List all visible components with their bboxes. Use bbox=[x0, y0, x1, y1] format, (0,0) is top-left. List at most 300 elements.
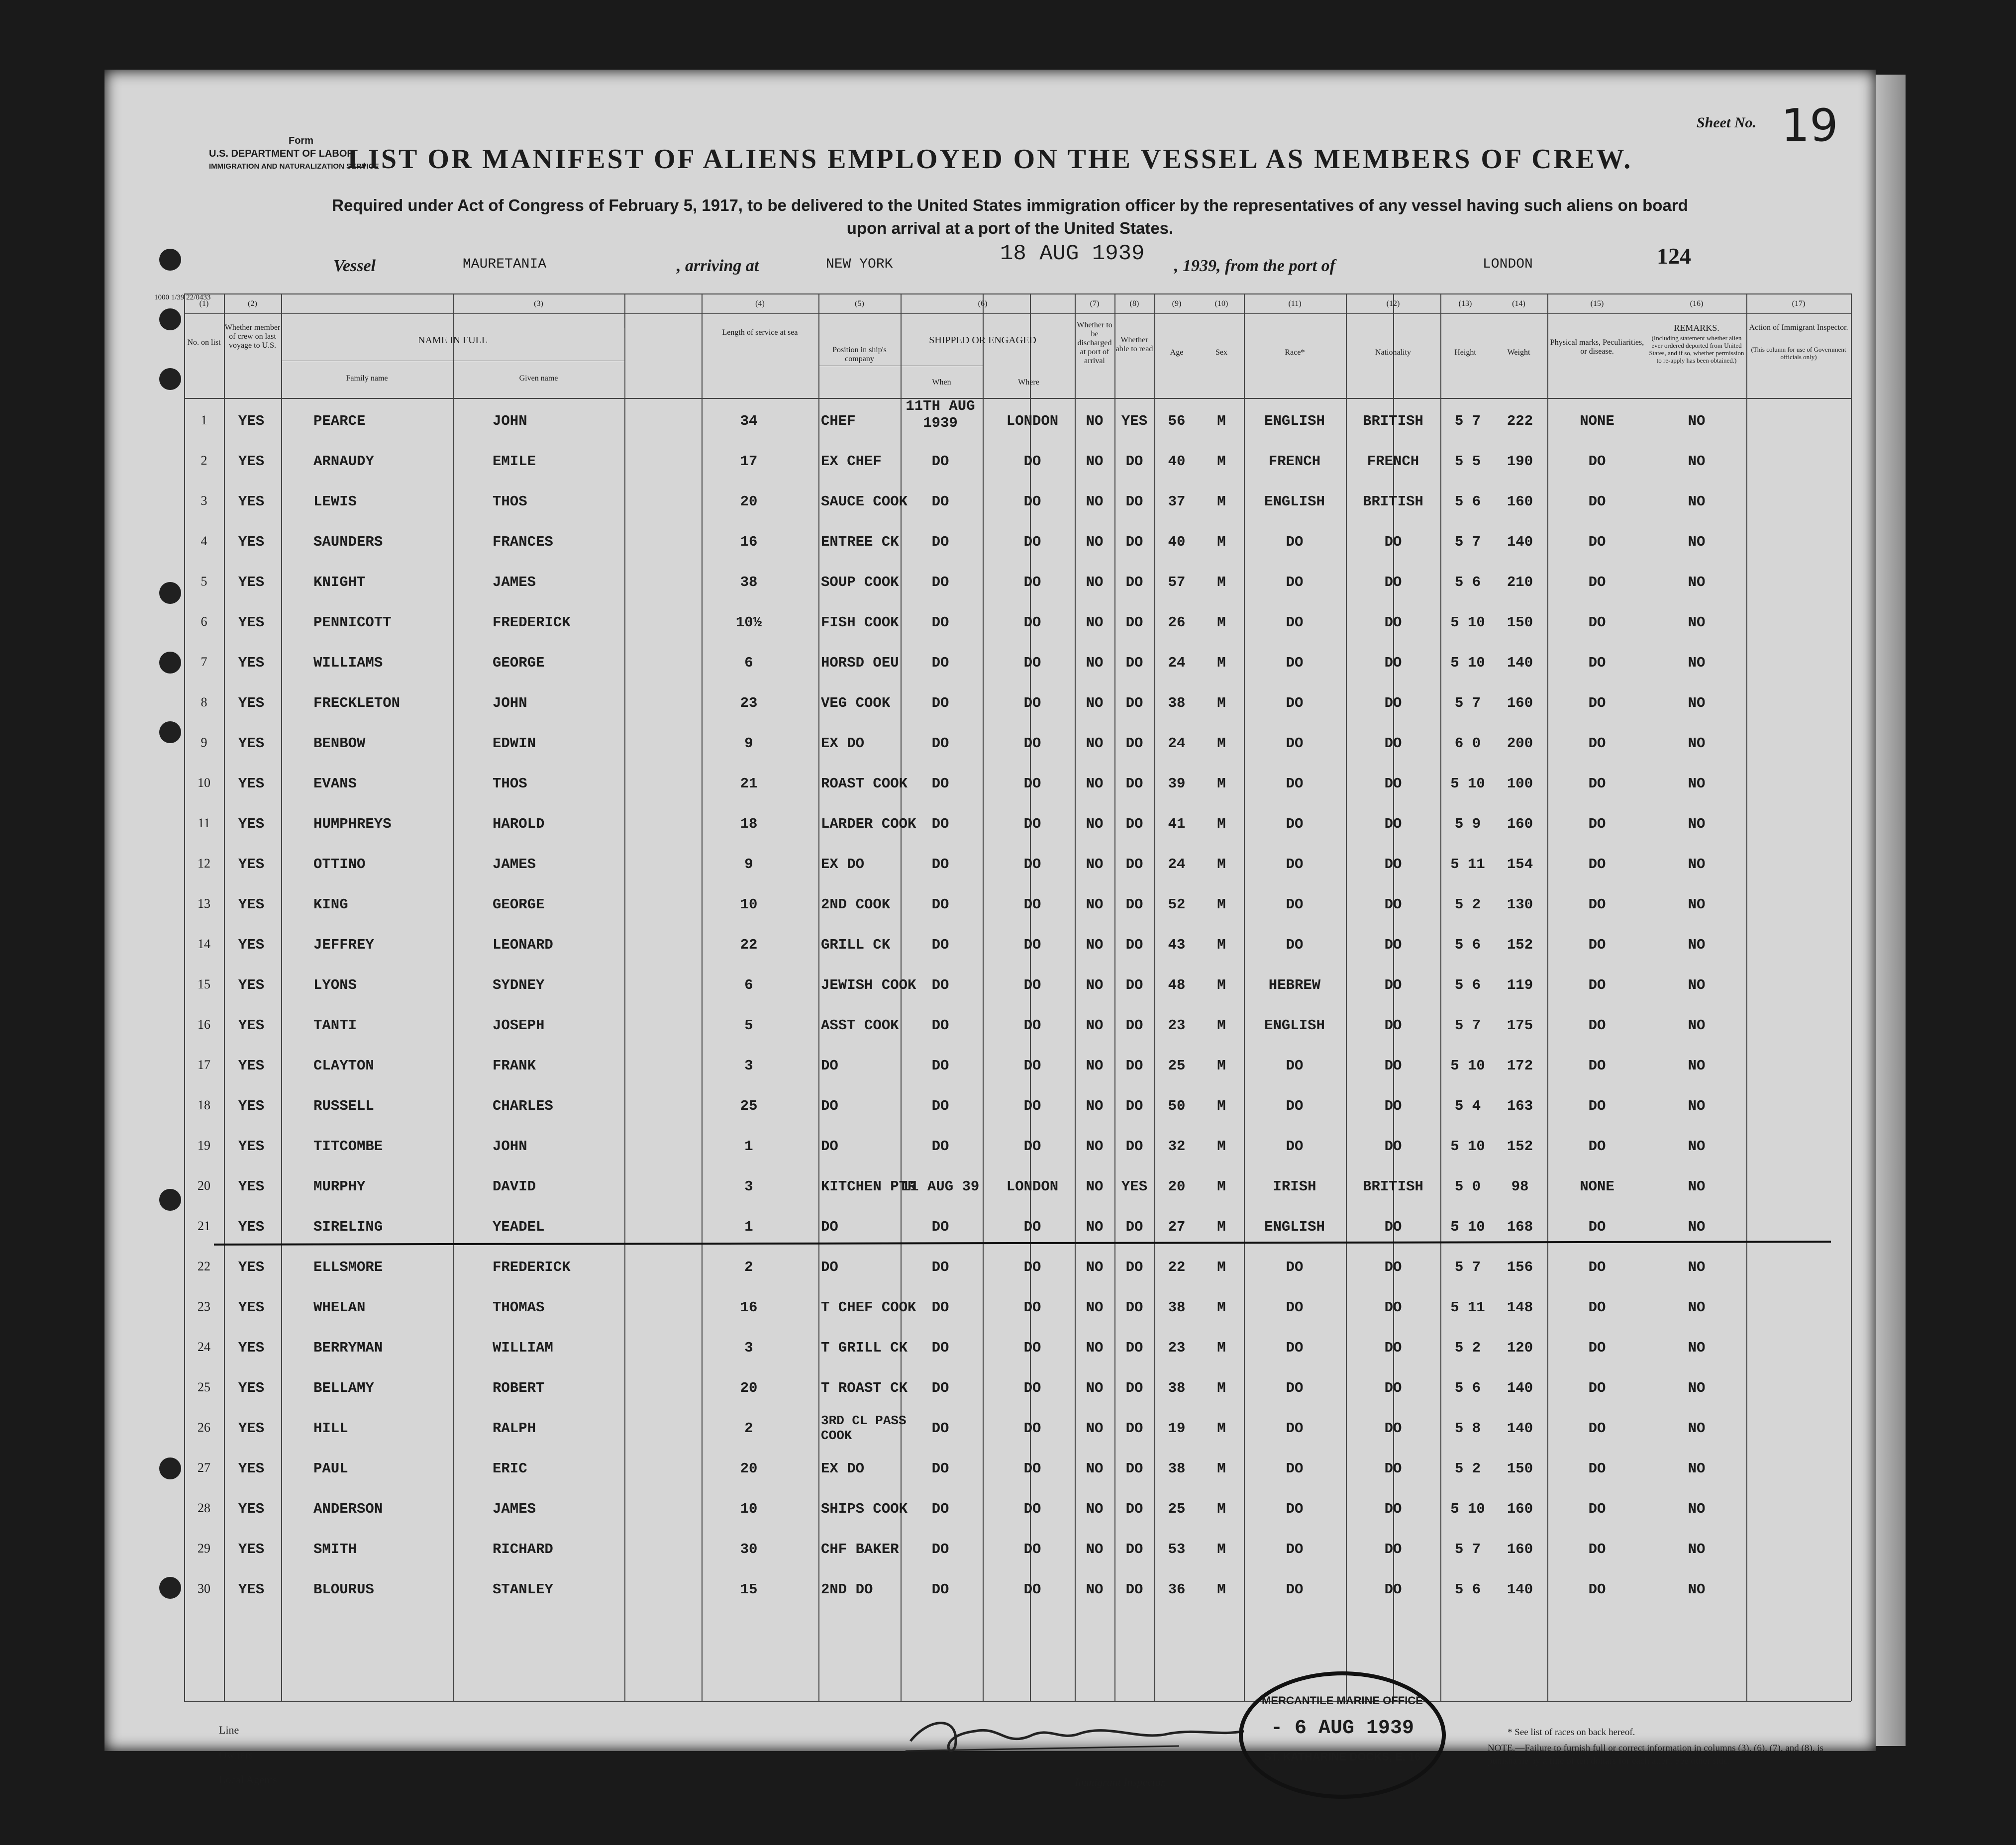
cell-service-years: 16 bbox=[740, 1299, 758, 1316]
cell-able-to-read: DO bbox=[1125, 776, 1143, 792]
cell-row-number: 13 bbox=[198, 896, 210, 911]
cell-family-name: SMITH bbox=[313, 1541, 357, 1557]
cell-shipped-where: DO bbox=[1023, 534, 1041, 550]
cell-previous-voyage: YES bbox=[238, 655, 265, 671]
cell-remarks: NO bbox=[1688, 1058, 1706, 1074]
cell-height: 5 6 bbox=[1454, 937, 1481, 953]
cell-previous-voyage: YES bbox=[238, 816, 265, 832]
column-number: (7) bbox=[1090, 299, 1100, 308]
table-row bbox=[104, 1058, 1876, 1097]
cell-remarks: NO bbox=[1688, 1541, 1706, 1557]
cell-remarks: NO bbox=[1688, 816, 1706, 832]
cell-race: DO bbox=[1286, 1259, 1304, 1275]
cell-family-name: CLAYTON bbox=[313, 1058, 374, 1074]
cell-able-to-read: DO bbox=[1125, 1581, 1143, 1598]
cell-discharged: NO bbox=[1086, 1219, 1104, 1235]
cell-shipped-where: DO bbox=[1023, 1501, 1041, 1517]
footer-note: NOTE.—Failure to furnish full or correct information in columns (3), (6), (7), and (8), is punishable by a fine of ten dollars for each alien. See other side. bbox=[1488, 1743, 1823, 1766]
cell-row-number: 10 bbox=[198, 776, 210, 790]
cell-weight: 98 bbox=[1511, 1178, 1529, 1195]
cell-physical-marks: DO bbox=[1588, 534, 1606, 550]
cell-age: 41 bbox=[1168, 816, 1186, 832]
cell-sex: M bbox=[1217, 1098, 1226, 1114]
cell-weight: 160 bbox=[1507, 816, 1533, 832]
cell-race: IRISH bbox=[1273, 1178, 1316, 1195]
cell-previous-voyage: YES bbox=[238, 453, 265, 470]
cell-race: DO bbox=[1286, 856, 1304, 873]
cell-service-years: 23 bbox=[740, 695, 758, 711]
cell-remarks: NO bbox=[1688, 1219, 1706, 1235]
table-row bbox=[104, 614, 1876, 654]
cell-service-years: 34 bbox=[740, 413, 758, 429]
cell-service-years: 10½ bbox=[735, 614, 762, 631]
cell-service-years: 6 bbox=[744, 977, 753, 993]
cell-able-to-read: DO bbox=[1125, 735, 1143, 752]
cell-family-name: WHELAN bbox=[313, 1299, 366, 1316]
cell-sex: M bbox=[1217, 1058, 1226, 1074]
cell-able-to-read: DO bbox=[1125, 574, 1143, 590]
cell-row-number: 23 bbox=[198, 1299, 210, 1314]
table-row bbox=[104, 534, 1876, 574]
cell-previous-voyage: YES bbox=[238, 574, 265, 590]
cell-nationality: DO bbox=[1384, 1541, 1402, 1557]
cell-able-to-read: YES bbox=[1121, 413, 1148, 429]
cell-shipped-where: DO bbox=[1023, 695, 1041, 711]
column-number: (12) bbox=[1386, 299, 1400, 308]
cell-race: DO bbox=[1286, 1098, 1304, 1114]
cell-previous-voyage: YES bbox=[238, 1259, 265, 1275]
cell-age: 26 bbox=[1168, 614, 1186, 631]
cell-shipped-where: DO bbox=[1023, 856, 1041, 873]
cell-shipped-where: DO bbox=[1023, 1380, 1041, 1396]
column-header-sex: Sex bbox=[1215, 348, 1227, 357]
cell-age: 39 bbox=[1168, 776, 1186, 792]
cell-position: EX DO bbox=[821, 856, 865, 873]
cell-race: DO bbox=[1286, 896, 1304, 913]
cell-age: 52 bbox=[1168, 896, 1186, 913]
cell-height: 5 7 bbox=[1454, 695, 1481, 711]
cell-discharged: NO bbox=[1086, 1420, 1104, 1437]
cell-family-name: BENBOW bbox=[313, 735, 366, 752]
cell-remarks: NO bbox=[1688, 1259, 1706, 1275]
cell-sex: M bbox=[1217, 614, 1226, 631]
cell-family-name: RUSSELL bbox=[313, 1098, 374, 1114]
cell-previous-voyage: YES bbox=[238, 614, 265, 631]
arrival-date-stamp: 18 AUG 1939 bbox=[1000, 241, 1145, 266]
cell-age: 43 bbox=[1168, 937, 1186, 953]
cell-shipped-when: DO bbox=[931, 1017, 949, 1034]
cell-nationality: DO bbox=[1384, 1219, 1402, 1235]
cell-remarks: NO bbox=[1688, 695, 1706, 711]
cell-race: HEBREW bbox=[1268, 977, 1321, 993]
cell-family-name: BERRYMAN bbox=[313, 1340, 383, 1356]
table-row bbox=[104, 453, 1876, 493]
cell-weight: 210 bbox=[1507, 574, 1533, 590]
cell-physical-marks: DO bbox=[1588, 896, 1606, 913]
cell-previous-voyage: YES bbox=[238, 1058, 265, 1074]
table-row bbox=[104, 1178, 1876, 1218]
cell-given-name: GEORGE bbox=[493, 896, 545, 913]
table-bottom-rule bbox=[184, 1701, 1851, 1702]
cell-position: EX DO bbox=[821, 735, 865, 752]
column-number: (1) bbox=[199, 299, 209, 308]
cell-discharged: NO bbox=[1086, 695, 1104, 711]
cell-physical-marks: DO bbox=[1588, 1138, 1606, 1155]
cell-sex: M bbox=[1217, 1299, 1226, 1316]
cell-given-name: FREDERICK bbox=[493, 614, 571, 631]
footer-agents-label: Local Agents bbox=[219, 1773, 277, 1786]
cell-race: DO bbox=[1286, 1299, 1304, 1316]
cell-height: 5 8 bbox=[1454, 1420, 1481, 1437]
cell-position: 3RD CL PASS COOK bbox=[821, 1413, 907, 1443]
cell-race: DO bbox=[1286, 1541, 1304, 1557]
cell-discharged: NO bbox=[1086, 574, 1104, 590]
column-header-shipped: SHIPPED OR ENGAGED bbox=[929, 335, 1036, 346]
cell-able-to-read: DO bbox=[1125, 1501, 1143, 1517]
cell-nationality: FRENCH bbox=[1367, 453, 1419, 470]
cell-previous-voyage: YES bbox=[238, 1541, 265, 1557]
cell-sex: M bbox=[1217, 977, 1226, 993]
cell-discharged: NO bbox=[1086, 453, 1104, 470]
cell-physical-marks: DO bbox=[1588, 453, 1606, 470]
table-row bbox=[104, 1581, 1876, 1621]
column-number: (5) bbox=[855, 299, 864, 308]
cell-row-number: 28 bbox=[198, 1501, 210, 1515]
cell-nationality: DO bbox=[1384, 1138, 1402, 1155]
cell-shipped-when: 11TH AUG 1939 bbox=[906, 398, 975, 431]
cell-able-to-read: DO bbox=[1125, 896, 1143, 913]
cell-previous-voyage: YES bbox=[238, 1178, 265, 1195]
cell-age: 24 bbox=[1168, 856, 1186, 873]
cell-position: ASST COOK bbox=[821, 1017, 899, 1034]
cell-shipped-when: DO bbox=[931, 1219, 949, 1235]
cell-remarks: NO bbox=[1688, 655, 1706, 671]
cell-remarks: NO bbox=[1688, 1098, 1706, 1114]
cell-family-name: PAUL bbox=[313, 1460, 348, 1477]
cell-nationality: DO bbox=[1384, 1420, 1402, 1437]
cell-discharged: NO bbox=[1086, 655, 1104, 671]
cell-age: 40 bbox=[1168, 453, 1186, 470]
cell-shipped-where: DO bbox=[1023, 937, 1041, 953]
cell-shipped-when: DO bbox=[931, 856, 949, 873]
column-number: (13) bbox=[1458, 299, 1472, 308]
cell-height: 5 7 bbox=[1454, 413, 1481, 429]
cell-row-number: 7 bbox=[201, 655, 207, 669]
cell-discharged: NO bbox=[1086, 1460, 1104, 1477]
cell-row-number: 8 bbox=[201, 695, 207, 709]
column-number: (3) bbox=[534, 299, 543, 308]
cell-position: FISH COOK bbox=[821, 614, 899, 631]
manifest-sheet bbox=[104, 70, 1876, 1788]
cell-position: T ROAST CK bbox=[821, 1380, 908, 1396]
cell-sex: M bbox=[1217, 735, 1226, 752]
cell-shipped-where: DO bbox=[1023, 896, 1041, 913]
cell-shipped-where: DO bbox=[1023, 614, 1041, 631]
cell-age: 38 bbox=[1168, 695, 1186, 711]
cell-remarks: NO bbox=[1688, 937, 1706, 953]
service-name: IMMIGRATION AND NATURALIZATION SERVICE bbox=[209, 162, 379, 171]
column-header-remarks: REMARKS. bbox=[1674, 323, 1719, 333]
cell-discharged: NO bbox=[1086, 937, 1104, 953]
cell-shipped-when: DO bbox=[931, 776, 949, 792]
cell-weight: 100 bbox=[1507, 776, 1533, 792]
cell-position: SAUCE COOK bbox=[821, 493, 908, 510]
column-header-height: Height bbox=[1454, 348, 1476, 357]
cell-given-name: FRANCES bbox=[493, 534, 553, 550]
cell-physical-marks: NONE bbox=[1580, 1178, 1614, 1195]
cell-race: ENGLISH bbox=[1264, 1219, 1325, 1235]
subcolumn-rule bbox=[624, 328, 626, 398]
cell-sex: M bbox=[1217, 1380, 1226, 1396]
cell-family-name: LYONS bbox=[313, 977, 357, 993]
cell-previous-voyage: YES bbox=[238, 977, 265, 993]
cell-physical-marks: DO bbox=[1588, 1340, 1606, 1356]
footer-race-note: * See list of races on back hereof. bbox=[1508, 1727, 1635, 1738]
column-header-no: No. on list bbox=[187, 338, 221, 347]
cell-nationality: DO bbox=[1384, 534, 1402, 550]
year-label: , 1939, from the port of bbox=[1174, 257, 1335, 275]
cell-row-number: 27 bbox=[198, 1460, 210, 1475]
cell-sex: M bbox=[1217, 816, 1226, 832]
cell-previous-voyage: YES bbox=[238, 1460, 265, 1477]
cell-discharged: NO bbox=[1086, 856, 1104, 873]
cell-previous-voyage: YES bbox=[238, 1380, 265, 1396]
cell-physical-marks: NONE bbox=[1580, 413, 1614, 429]
document-subtitle: Required under Act of Congress of February 5, 1917, to be delivered to the United States immigration officer by the representatives of any vessel having such aliens on board upon arrival at a port of the United States. bbox=[332, 196, 1688, 237]
cell-previous-voyage: YES bbox=[238, 1581, 265, 1598]
header-bottom-rule bbox=[184, 398, 1851, 399]
document-title: LIST OR MANIFEST OF ALIENS EMPLOYED ON THE VESSEL AS MEMBERS OF CREW. bbox=[347, 144, 1633, 175]
cell-sex: M bbox=[1217, 1581, 1226, 1598]
table-row bbox=[104, 1259, 1876, 1299]
cell-position: T CHEF COOK bbox=[821, 1299, 916, 1316]
cell-remarks: NO bbox=[1688, 1340, 1706, 1356]
cell-row-number: 24 bbox=[198, 1340, 210, 1354]
cell-weight: 152 bbox=[1507, 1138, 1533, 1155]
cell-sex: M bbox=[1217, 493, 1226, 510]
cell-height: 5 7 bbox=[1454, 1017, 1481, 1034]
cell-position: CHF BAKER bbox=[821, 1541, 899, 1557]
cell-age: 23 bbox=[1168, 1340, 1186, 1356]
cell-weight: 190 bbox=[1507, 453, 1533, 470]
cell-weight: 140 bbox=[1507, 534, 1533, 550]
cell-sex: M bbox=[1217, 453, 1226, 470]
cell-discharged: NO bbox=[1086, 1299, 1104, 1316]
cell-shipped-where: LONDON bbox=[1006, 413, 1059, 429]
cell-race: DO bbox=[1286, 1501, 1304, 1517]
cell-row-number: 1 bbox=[201, 413, 207, 427]
cell-height: 5 10 bbox=[1450, 1058, 1485, 1074]
cell-able-to-read: DO bbox=[1125, 493, 1143, 510]
table-row bbox=[104, 735, 1876, 775]
cell-shipped-where: DO bbox=[1023, 735, 1041, 752]
cell-height: 5 10 bbox=[1450, 1138, 1485, 1155]
cell-physical-marks: DO bbox=[1588, 574, 1606, 590]
column-header-inspector-note: (This column for use of Government officials only) bbox=[1751, 346, 1846, 361]
cell-height: 5 9 bbox=[1454, 816, 1481, 832]
cell-physical-marks: DO bbox=[1588, 1299, 1606, 1316]
cell-race: DO bbox=[1286, 937, 1304, 953]
cell-position: DO bbox=[821, 1259, 838, 1275]
cell-shipped-where: DO bbox=[1023, 1098, 1041, 1114]
cell-able-to-read: YES bbox=[1121, 1178, 1148, 1195]
cell-service-years: 15 bbox=[740, 1581, 758, 1598]
cell-sex: M bbox=[1217, 1017, 1226, 1034]
cell-shipped-where: DO bbox=[1023, 1259, 1041, 1275]
cell-race: DO bbox=[1286, 574, 1304, 590]
form-code: 1000 1/39 22/0433 bbox=[154, 293, 211, 301]
cell-shipped-where: DO bbox=[1023, 1017, 1041, 1034]
cell-height: 5 6 bbox=[1454, 1581, 1481, 1598]
cell-position: ROAST COOK bbox=[821, 776, 908, 792]
cell-family-name: PEARCE bbox=[313, 413, 366, 429]
cell-weight: 160 bbox=[1507, 1541, 1533, 1557]
cell-able-to-read: DO bbox=[1125, 856, 1143, 873]
cell-previous-voyage: YES bbox=[238, 1299, 265, 1316]
cell-service-years: 17 bbox=[740, 453, 758, 470]
cell-age: 24 bbox=[1168, 655, 1186, 671]
cell-service-years: 20 bbox=[740, 1380, 758, 1396]
cell-weight: 150 bbox=[1507, 1460, 1533, 1477]
cell-nationality: DO bbox=[1384, 1581, 1402, 1598]
cell-family-name: FRECKLETON bbox=[313, 695, 401, 711]
cell-family-name: MURPHY bbox=[313, 1178, 366, 1195]
cell-weight: 160 bbox=[1507, 1501, 1533, 1517]
cell-sex: M bbox=[1217, 1138, 1226, 1155]
cell-race: DO bbox=[1286, 1138, 1304, 1155]
cell-race: DO bbox=[1286, 816, 1304, 832]
cell-race: ENGLISH bbox=[1264, 493, 1325, 510]
cell-race: DO bbox=[1286, 655, 1304, 671]
cell-position: DO bbox=[821, 1098, 838, 1114]
cell-row-number: 29 bbox=[198, 1541, 210, 1555]
cell-age: 20 bbox=[1168, 1178, 1186, 1195]
cell-discharged: NO bbox=[1086, 1541, 1104, 1557]
binder-hole bbox=[159, 249, 181, 271]
cell-shipped-where: DO bbox=[1023, 1541, 1041, 1557]
cell-age: 25 bbox=[1168, 1058, 1186, 1074]
cell-sex: M bbox=[1217, 937, 1226, 953]
cell-given-name: JAMES bbox=[493, 856, 536, 873]
cell-remarks: NO bbox=[1688, 614, 1706, 631]
cell-weight: 163 bbox=[1507, 1098, 1533, 1114]
cell-row-number: 4 bbox=[201, 534, 207, 548]
cell-able-to-read: DO bbox=[1125, 816, 1143, 832]
cell-physical-marks: DO bbox=[1588, 695, 1606, 711]
cell-shipped-where: DO bbox=[1023, 1058, 1041, 1074]
table-row bbox=[104, 1138, 1876, 1178]
cell-remarks: NO bbox=[1688, 896, 1706, 913]
cell-discharged: NO bbox=[1086, 493, 1104, 510]
cell-shipped-when: DO bbox=[931, 1501, 949, 1517]
cell-position: 2ND DO bbox=[821, 1581, 873, 1598]
cell-discharged: NO bbox=[1086, 1178, 1104, 1195]
cell-sex: M bbox=[1217, 1541, 1226, 1557]
cell-previous-voyage: YES bbox=[238, 534, 265, 550]
mercantile-marine-office-stamp bbox=[1239, 1671, 1446, 1799]
cell-remarks: NO bbox=[1688, 413, 1706, 429]
stamp-bottom-text: ST. KATHARINE DOCKS, E. 16 bbox=[1264, 1750, 1421, 1763]
cell-able-to-read: DO bbox=[1125, 695, 1143, 711]
cell-previous-voyage: YES bbox=[238, 1098, 265, 1114]
cell-height: 5 10 bbox=[1450, 655, 1485, 671]
cell-race: DO bbox=[1286, 614, 1304, 631]
cell-physical-marks: DO bbox=[1588, 1219, 1606, 1235]
column-number: (4) bbox=[755, 299, 765, 308]
cell-family-name: JEFFREY bbox=[313, 937, 374, 953]
arrival-port: NEW YORK bbox=[826, 257, 893, 272]
vessel-label: Vessel bbox=[333, 257, 376, 275]
cell-nationality: DO bbox=[1384, 1098, 1402, 1114]
cell-weight: 140 bbox=[1507, 1380, 1533, 1396]
cell-service-years: 2 bbox=[744, 1420, 753, 1437]
table-row bbox=[104, 695, 1876, 735]
cell-physical-marks: DO bbox=[1588, 937, 1606, 953]
cell-able-to-read: DO bbox=[1125, 1299, 1143, 1316]
cell-shipped-when: DO bbox=[931, 1380, 949, 1396]
cell-nationality: DO bbox=[1384, 937, 1402, 953]
column-header-weight: Weight bbox=[1507, 348, 1530, 357]
cell-remarks: NO bbox=[1688, 735, 1706, 752]
cell-discharged: NO bbox=[1086, 1017, 1104, 1034]
cell-nationality: DO bbox=[1384, 1259, 1402, 1275]
cell-age: 25 bbox=[1168, 1501, 1186, 1517]
cell-shipped-where: DO bbox=[1023, 1581, 1041, 1598]
cell-position: DO bbox=[821, 1138, 838, 1155]
cell-race: DO bbox=[1286, 534, 1304, 550]
cell-age: 27 bbox=[1168, 1219, 1186, 1235]
column-number: (17) bbox=[1792, 299, 1806, 308]
cell-weight: 130 bbox=[1507, 896, 1533, 913]
cell-discharged: NO bbox=[1086, 1098, 1104, 1114]
cell-position: ENTREE CK bbox=[821, 534, 899, 550]
cell-height: 5 4 bbox=[1454, 1098, 1481, 1114]
cell-given-name: YEADEL bbox=[493, 1219, 545, 1235]
cell-family-name: TITCOMBE bbox=[313, 1138, 383, 1155]
column-number: (6) bbox=[978, 299, 988, 308]
cell-row-number: 30 bbox=[198, 1581, 210, 1596]
cell-given-name: THOS bbox=[493, 493, 527, 510]
cell-remarks: NO bbox=[1688, 1138, 1706, 1155]
cell-shipped-when: DO bbox=[931, 1138, 949, 1155]
cell-row-number: 11 bbox=[198, 816, 210, 830]
cell-given-name: JAMES bbox=[493, 1501, 536, 1517]
cell-position: T GRILL CK bbox=[821, 1340, 908, 1356]
cell-shipped-when: DO bbox=[931, 695, 949, 711]
cell-given-name: SYDNEY bbox=[493, 977, 545, 993]
cell-service-years: 38 bbox=[740, 574, 758, 590]
cell-row-number: 20 bbox=[198, 1178, 210, 1193]
column-number-rule bbox=[184, 313, 1851, 314]
footer-line-label: Line bbox=[219, 1724, 239, 1736]
cell-race: DO bbox=[1286, 1380, 1304, 1396]
cell-physical-marks: DO bbox=[1588, 493, 1606, 510]
cell-race: DO bbox=[1286, 1460, 1304, 1477]
cell-weight: 148 bbox=[1507, 1299, 1533, 1316]
cell-able-to-read: DO bbox=[1125, 1340, 1143, 1356]
cell-race: DO bbox=[1286, 1058, 1304, 1074]
cell-age: 53 bbox=[1168, 1541, 1186, 1557]
cell-physical-marks: DO bbox=[1588, 1058, 1606, 1074]
cell-sex: M bbox=[1217, 856, 1226, 873]
cell-physical-marks: DO bbox=[1588, 1501, 1606, 1517]
cell-weight: 140 bbox=[1507, 1420, 1533, 1437]
column-header-name: NAME IN FULL bbox=[418, 335, 488, 346]
cell-physical-marks: DO bbox=[1588, 735, 1606, 752]
cell-service-years: 3 bbox=[744, 1058, 753, 1074]
cell-nationality: DO bbox=[1384, 735, 1402, 752]
cell-discharged: NO bbox=[1086, 614, 1104, 631]
